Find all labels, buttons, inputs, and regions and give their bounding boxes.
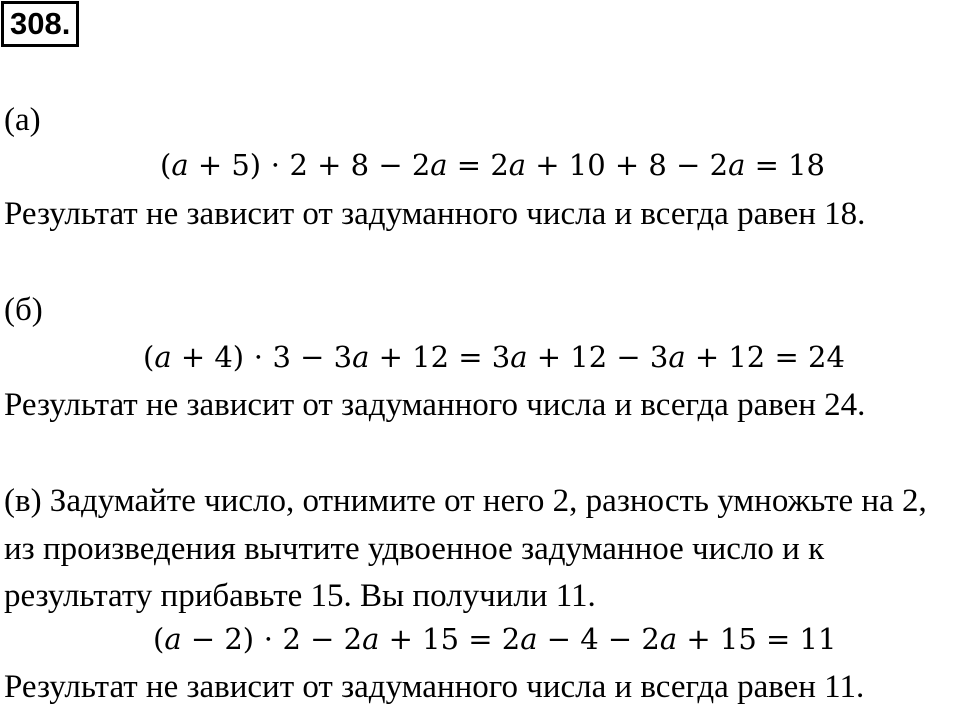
- part-a-result: Результат не зависит от задуманного числа и всегда равен 18.: [4, 196, 866, 232]
- part-a-label: (а): [4, 102, 41, 138]
- part-b-label: (б): [4, 292, 43, 328]
- part-c-equation: (𝑎 − 2) ⋅ 2 − 2𝑎 + 15 = 2𝑎 − 4 − 2𝑎 + 15 = 11: [153, 622, 837, 656]
- part-c-text-line-3: результату прибавьте 15. Вы получили 11.: [4, 578, 596, 614]
- part-a-equation: (𝑎 + 5) ⋅ 2 + 8 − 2𝑎 = 2𝑎 + 10 + 8 − 2𝑎 = 18: [160, 148, 825, 182]
- part-b-result: Результат не зависит от задуманного числа и всегда равен 24.: [4, 387, 866, 423]
- problem-number: 308.: [1, 1, 79, 47]
- part-b-equation: (𝑎 + 4) ⋅ 3 − 3𝑎 + 12 = 3𝑎 + 12 − 3𝑎 + 12 = 24: [143, 340, 845, 374]
- part-c-text-line-1: (в) Задумайте число, отнимите от него 2, разность умножьте на 2,: [4, 483, 927, 519]
- part-c-result: Результат не зависит от задуманного числа и всегда равен 11.: [4, 669, 865, 705]
- part-c-text-line-2: из произведения вычтите удвоенное задуманное число и к: [4, 531, 825, 567]
